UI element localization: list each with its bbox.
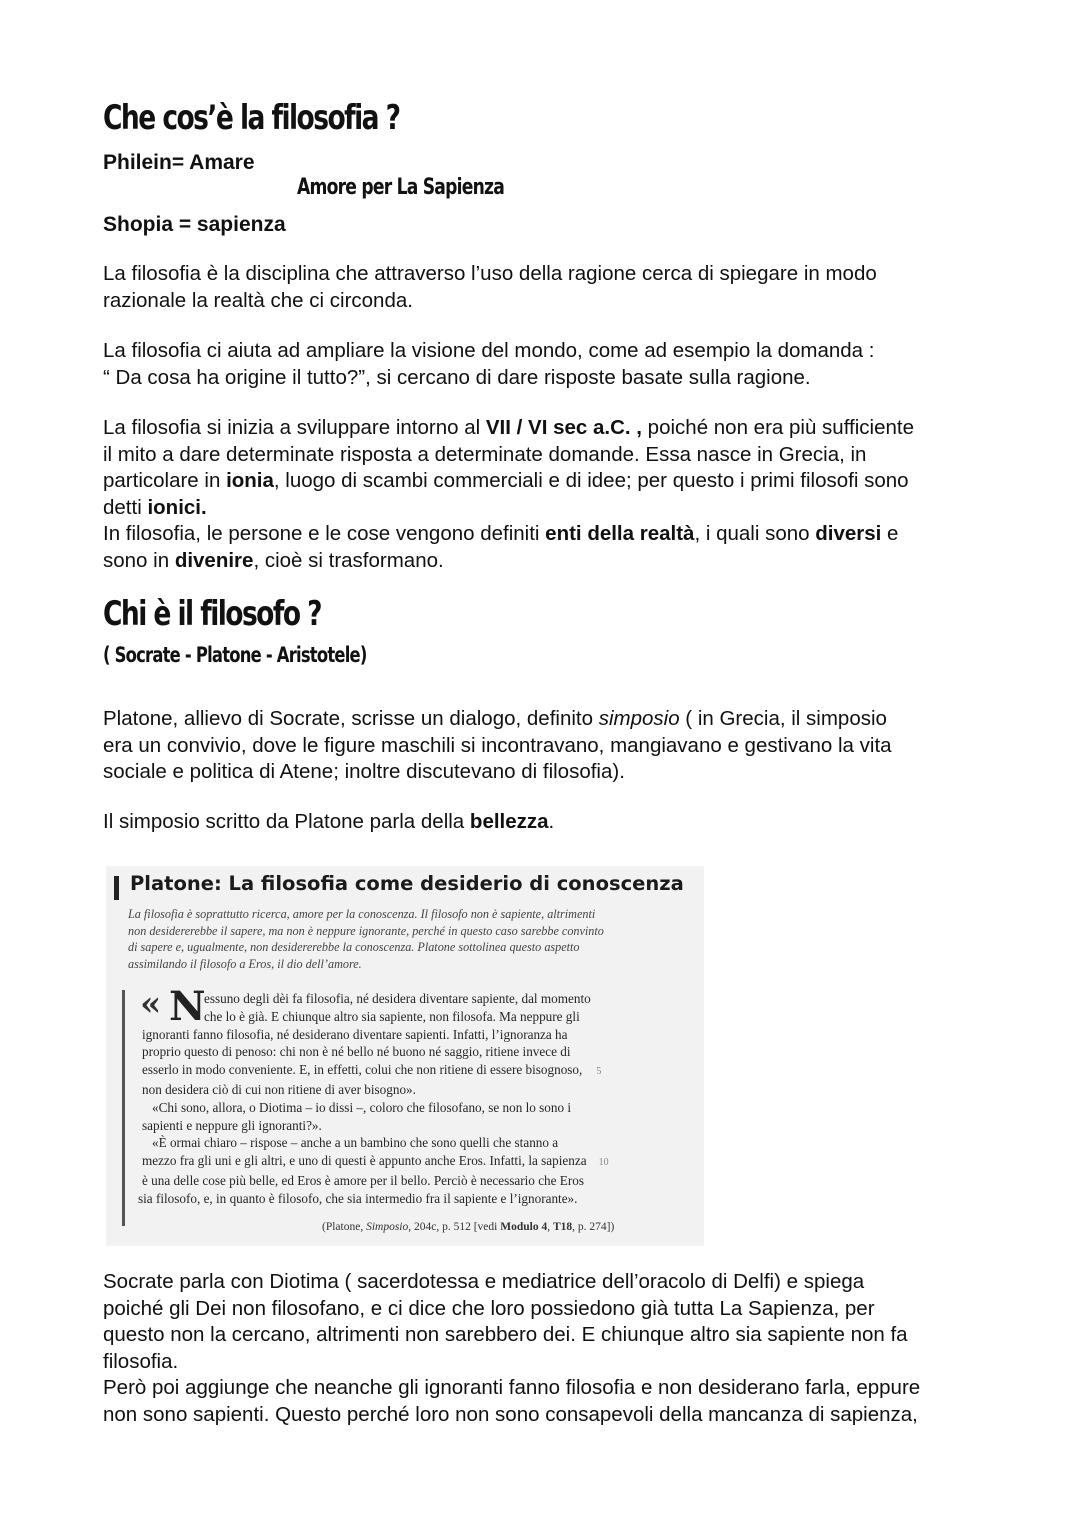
paragraph-simposio: Platone, allievo di Socrate, scrisse un dialogo, definito simposio ( in Grecia, il simposio era un convivio, dove le figure maschili si incontravano, mangiavano e gestivano la vita sociale e politica di Atene; inoltre discutevano di filosofia). [103, 707, 892, 783]
drop-cap: N [169, 983, 206, 1030]
excerpt-citation: (Platone, Simposio, 204c, p. 512 [vedi Modulo 4, T18, p. 274]) [322, 1221, 615, 1233]
paragraph-diotima: Socrate parla con Diotima ( sacerdotessa e mediatrice dell’oracolo di Delfi) e spiega poiché gli Dei non filosofano, e ci dice che loro possiedono già tutta La Sapienza, per questo non la cercano, altrimenti non sarebbero dei. E chiunque altro sia sapiente non fa filosofia. Però poi aggiunge che neanche gli ignoranti fanno filosofia e non desiderano farla, eppure non sono sapienti. Questo perché loro non sono consapevoli della mancanza di sapienza, [103, 1270, 921, 1426]
paragraph-bellezza: Il simposio scritto da Platone parla della bellezza. [103, 810, 555, 833]
quote-rule [122, 990, 125, 1226]
paragraph-definition: La filosofia è la disciplina che attraverso l’uso della ragione cerca di spiegare in modo razionale la realtà che ci circonda. [103, 262, 877, 312]
excerpt-intro: La filosofia è soprattutto ricerca, amore per la conoscenza. Il filosofo non è sapiente, altrimenti non desidererebbe il sapere, ma non è neppure ignorante, perché in questo caso sarebbe convinto di sapere e, ugualmente, non desidererebbe la conoscenza. Platone sottolinea questo aspetto assimilando il filosofo a Eros, il dio dell’amore. [128, 907, 604, 971]
paragraph-vision: La filosofia ci aiuta ad ampliare la visione del mondo, come ad esempio la domanda : “ Da cosa ha origine il tutto?”, si cercano di dare risposte basate sulla ragione. [103, 339, 875, 389]
section-subtitle-philosophers: ( Socrate - Platone - Aristotele) [103, 643, 367, 667]
scanned-excerpt [106, 866, 704, 1246]
title-bar-mark [114, 876, 119, 900]
quote-mark: « [140, 984, 162, 1024]
paragraph-origins: La filosofia si inizia a sviluppare intorno al VII / VI sec a.C. , poiché non era più sufficiente il mito a dare determinate risposta a determinate domande. Essa nasce in Grecia, in particolare in ionia, luogo di scambi commerciali e di idee; per questo i primi filosofi sono detti ionici. In filosofia, le persone e le cose vengono definiti enti della realtà, i quali sono diversi e sono in divenire, cioè si trasformano. [103, 416, 914, 572]
section-title-philosopher: Chi è il filosofo ? [103, 594, 321, 634]
etymology-meaning: Amore per La Sapienza [297, 175, 505, 200]
excerpt-quote: essuno degli dèi fa filosofia, né desidera diventare sapiente, dal momento che lo è già. E chiunque altro sia sapiente, non filosofa. Ma neppure gli ignoranti fanno filosofia, né desiderano diventare sapienti. Infatti, l’ignoranza ha proprio questo di penoso: chi non è né bello né buono né saggio, ritiene invece di esserlo in modo conveniente. E, in effetti, colui che non ritiene di essere bisognoso, 5 non desidera ciò di cui non ritiene di aver bisogno». «Chi sono, allora, o Diotima – io dissi –, coloro che filosofano, se non lo sono i sapienti e neppure gli ignoranti?». «È ormai chiaro – rispose – anche a un bambino che sono quelli che stanno a mezzo fra gli uni e gli altri, e uno di questi è appunto anche Eros. Infatti, la sapienza 10 è una delle cose più belle, ed Eros è amore per il bello. Perciò è necessario che Eros sia filosofo, e, in quanto è filosofo, che sia intermedio fra il sapiente e l’ignorante». [138, 991, 609, 1206]
page-title: Che cos’è la filosofia ? [103, 98, 400, 138]
etymology-philein: Philein= Amare [103, 151, 255, 174]
excerpt-title: Platone: La filosofia come desiderio di conoscenza [130, 872, 684, 895]
etymology-shopia: Shopia = sapienza [103, 213, 286, 236]
